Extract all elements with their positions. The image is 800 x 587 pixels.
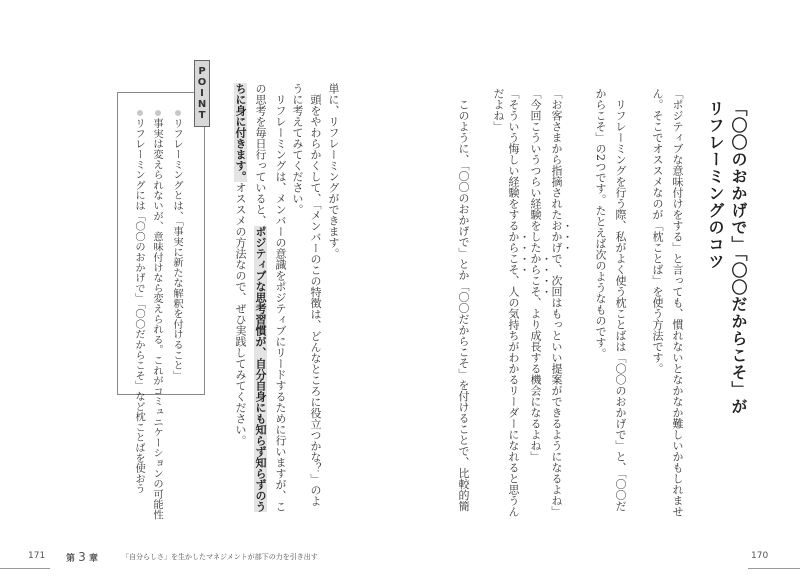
- body-line: [253, 83, 267, 512]
- body-line: リフレーミングを行う際、私がよく使う枕ことばは「〇〇のおかげで」と、「〇〇だ: [614, 99, 627, 512]
- body-line: このように、「〇〇のおかげで」とか「〇〇だからこそ」を付けることで、比較的簡: [457, 99, 470, 512]
- example-quote-2: [529, 88, 549, 462]
- point-item: リフレーミングとは、「事実に新たな解釈を付けること」: [171, 118, 183, 381]
- text: で、次回はもっといい提案ができるようになるよね」: [550, 253, 563, 517]
- body-line: ん。そこでオススメなのが「枕ことば」を使う方法です。: [651, 88, 664, 374]
- highlighted-text: ちに身に付きます。: [234, 83, 247, 182]
- point-letter: P: [198, 66, 206, 77]
- text: 「お客さまから指摘された: [550, 88, 563, 220]
- body-line: 単に、リフレーミングができます。: [327, 83, 340, 259]
- point-item: 事実は変えられないが、意味付けなら変えられる。これがコミュニケーションの可能性: [151, 118, 163, 520]
- chapter-prefix: 第: [66, 554, 76, 564]
- bullet-icon: [175, 110, 181, 116]
- body-line: からこそ」の2つです。たとえば次のようなものです。: [594, 88, 607, 359]
- text: の思考を毎日行っていると、: [254, 83, 267, 226]
- body-line: だよね」: [492, 88, 505, 132]
- body-line: うに考えてみてください。: [291, 83, 304, 215]
- page-number: 171: [28, 551, 46, 561]
- text: 、人の気持ちがわかるリーダーになれると思うん: [507, 275, 520, 517]
- page-number: 170: [751, 551, 769, 561]
- text: 、より成長する機会になるよね」: [529, 297, 542, 462]
- emphasis-text: おかげ: [550, 220, 563, 253]
- text: 「今回こういうつらい経験をした: [529, 88, 542, 253]
- point-item: リフレーミングには「〇〇のおかげで」「〇〇だからこそ」など枕ことばを使おう: [133, 118, 145, 494]
- bullet-icon: [137, 110, 143, 116]
- footer-rule: [748, 568, 800, 569]
- section-title-line1: 「〇〇のおかげで」「〇〇だからこそ」が: [729, 100, 748, 415]
- example-quote-3: [507, 88, 527, 517]
- text: 「そういう悔しい経験をする: [507, 88, 520, 231]
- point-letter: T: [198, 110, 206, 121]
- chapter-number: 3: [78, 550, 86, 564]
- footer-rule: [0, 568, 50, 569]
- chapter-label: [66, 550, 98, 564]
- chapter-suffix: 章: [88, 554, 98, 564]
- body-line: [233, 83, 247, 446]
- section-title-line2: リフレーミングのコツ: [706, 100, 725, 270]
- text: オススメの方法なので、ぜひ実践してみてください。: [234, 182, 247, 446]
- body-line: 「ポジティブな意味付けをする」と言っても、慣れないとなかなか難しいかもしれませ: [671, 88, 684, 517]
- body-line: リフレーミングは、メンバーの意識をポジティブにリードするために行いますが、こ: [274, 94, 287, 512]
- bullet-icon: [155, 110, 161, 116]
- highlighted-text: ポジティブな思考習慣が、自分自身にも知らず知らずのう: [254, 226, 267, 512]
- body-line: 頭をやわらかくして、「メンバーのこの特徴は、どんなところに役立つかな？」のよ: [309, 94, 322, 507]
- point-label: [194, 60, 210, 127]
- emphasis-text: からこそ: [507, 231, 520, 275]
- running-head: 「自分らしさ」を生かしたマネジメントが部下の力を引き出す: [122, 553, 318, 561]
- point-letter: I: [200, 88, 204, 99]
- point-letter: O: [197, 77, 207, 88]
- example-quote-1: [550, 88, 570, 517]
- emphasis-text: からこそ: [529, 253, 542, 297]
- point-letter: N: [197, 99, 207, 110]
